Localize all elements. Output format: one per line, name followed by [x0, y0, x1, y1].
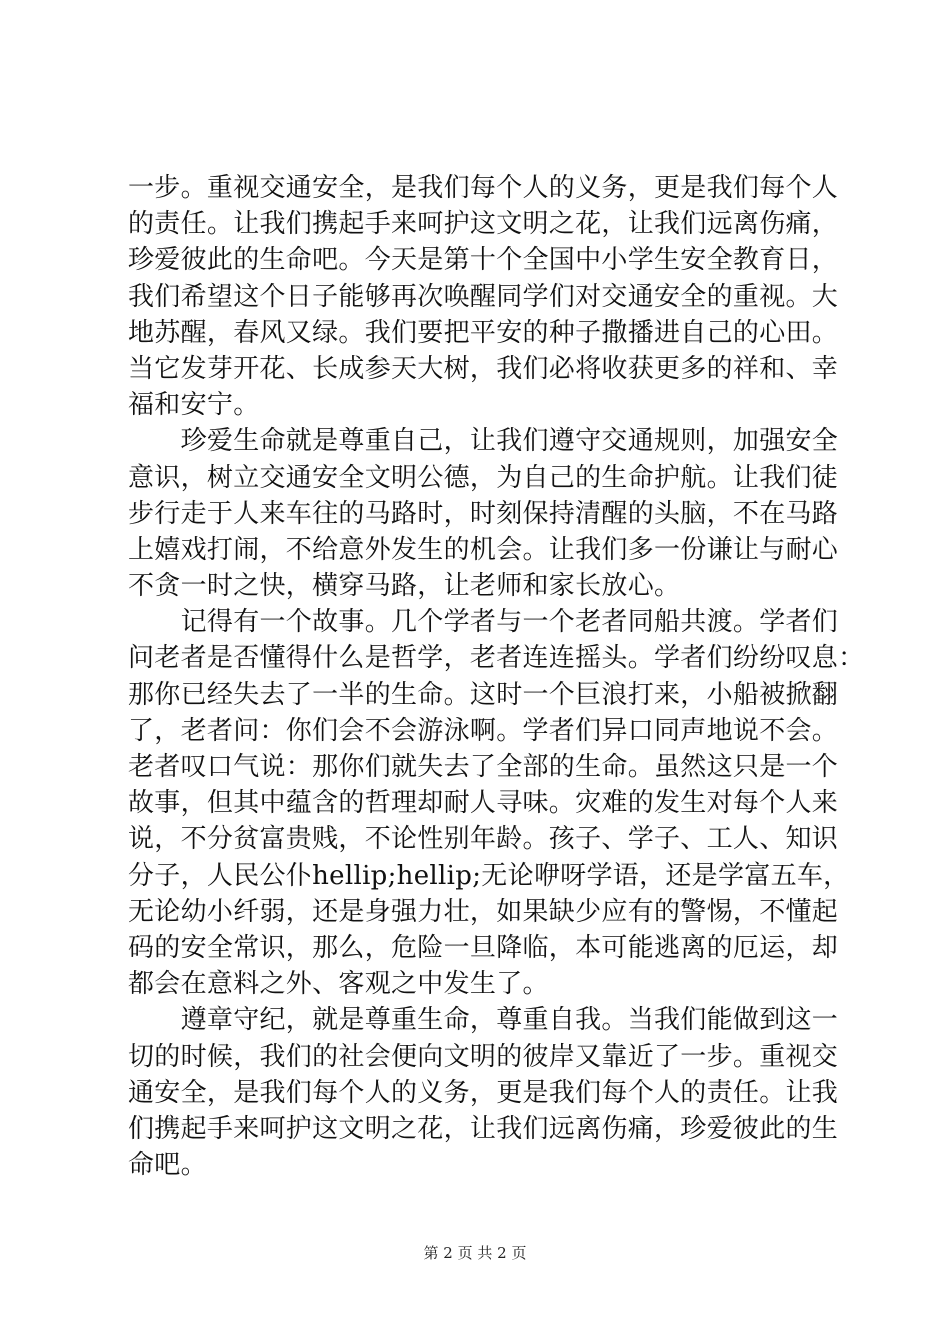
text-line: 无论幼小纤弱，还是身强力壮，如果缺少应有的警惕，不懂起 — [128, 896, 839, 927]
text-line: 珍爱彼此的生命吧。今天是第十个全国中小学生安全教育日， — [128, 245, 839, 276]
page-footer — [0, 1242, 950, 1263]
text-line: 老者叹口气说：那你们就失去了全部的生命。虽然这只是一个 — [128, 752, 839, 782]
text-line: 通安全，是我们每个人的义务，更是我们每个人的责任。让我 — [128, 1077, 839, 1108]
text-line: 码的安全常识，那么，危险一旦降临，本可能逃离的厄运，却 — [128, 932, 839, 963]
text-line: 故事，但其中蕴含的哲理却耐人寻味。灾难的发生对每个人来 — [128, 788, 839, 819]
text-line: 们携起手来呵护这文明之花，让我们远离伤痛，珍爱彼此的生 — [128, 1113, 839, 1144]
text-line: 福和安宁。 — [128, 390, 260, 421]
text-line: 意识，树立交通安全文明公德，为自己的生命护航。让我们徒 — [128, 462, 839, 493]
text-line: 了，老者问：你们会不会游泳啊。学者们异口同声地说不会。 — [128, 715, 839, 746]
text-line: 切的时候，我们的社会便向文明的彼岸又靠近了一步。重视交 — [128, 1041, 839, 1072]
text-line: 步行走于人来车往的马路时，时刻保持清醒的头脑，不在马路 — [128, 498, 839, 529]
text-line: 分子，人民公仆hellip;hellip;无论咿呀学语，还是学富五车， — [128, 860, 850, 891]
text-line: 问老者是否懂得什么是哲学，老者连连摇头。学者们纷纷叹息： — [128, 643, 865, 674]
text-line: 不贪一时之快，横穿马路，让老师和家长放心。 — [128, 571, 681, 602]
text-line: 的责任。让我们携起手来呵护这文明之花，让我们远离伤痛， — [128, 209, 839, 240]
text-line: 地苏醒，春风又绿。我们要把平安的种子撒播进自己的心田。 — [128, 317, 839, 348]
text-line: 遵章守纪，就是尊重生命，尊重自我。当我们能做到这一 — [128, 1005, 839, 1036]
text-line: 当它发芽开花、长成参天大树，我们必将收获更多的祥和、幸 — [128, 353, 839, 384]
text-line: 珍爱生命就是尊重自己，让我们遵守交通规则，加强安全 — [128, 426, 839, 457]
document-body — [128, 170, 865, 1183]
text-line: 我们希望这个日子能够再次唤醒同学们对交通安全的重视。大 — [128, 281, 839, 312]
text-line: 记得有一个故事。几个学者与一个老者同船共渡。学者们 — [128, 607, 839, 638]
text-line: 那你已经失去了一半的生命。这时一个巨浪打来，小船被掀翻 — [128, 679, 839, 710]
text-line: 一步。重视交通安全，是我们每个人的义务，更是我们每个人 — [128, 173, 839, 203]
text-line: 上嬉戏打闹，不给意外发生的机会。让我们多一份谦让与耐心 — [128, 534, 839, 565]
text-line: 说，不分贫富贵贱，不论性别年龄。孩子、学子、工人、知识 — [128, 824, 839, 855]
text-line: 命吧。 — [128, 1150, 207, 1181]
page-number-label: 第 2 页 共 2 页 — [423, 1244, 527, 1262]
text-line: 都会在意料之外、客观之中发生了。 — [128, 969, 549, 1000]
